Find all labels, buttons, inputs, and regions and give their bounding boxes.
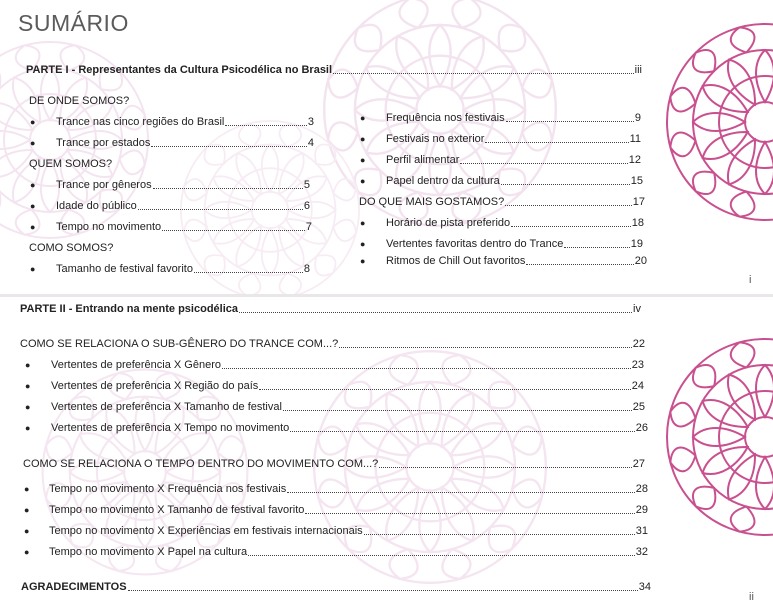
toc-part-1-page: iii [634, 64, 642, 76]
section-heading-sub-genero[interactable] [20, 338, 645, 351]
leader-dots [290, 431, 634, 432]
toc-entry[interactable] [56, 221, 312, 234]
leader-dots [138, 209, 303, 210]
toc-entry-page: 9 [634, 112, 641, 124]
leader-dots [485, 142, 628, 143]
bullet-icon: ● [24, 505, 30, 515]
leader-dots [364, 534, 635, 535]
toc-entry-page: 15 [630, 175, 643, 187]
section-heading-do-que-mais-gostamos[interactable] [359, 196, 645, 209]
bullet-icon: ● [30, 138, 36, 148]
bullet-icon: ● [360, 155, 366, 165]
toc-entry-page: 11 [629, 133, 641, 145]
toc-page-2 [0, 297, 773, 610]
mandala-decoration-right [655, 327, 773, 547]
leader-dots [305, 513, 634, 514]
leader-dots [239, 312, 632, 313]
leader-dots [194, 272, 303, 273]
toc-entry-label: Ritmos de Chill Out favoritos [386, 255, 526, 267]
toc-part-2[interactable] [20, 303, 641, 316]
leader-dots [283, 410, 632, 411]
bullet-icon: ● [30, 222, 36, 232]
toc-entry-label: Tempo no movimento X Papel na cultura [49, 546, 248, 558]
toc-entry-page: 29 [635, 504, 648, 516]
toc-entry-label: Tempo no movimento X Frequência nos festivais [49, 483, 287, 495]
leader-dots [460, 163, 627, 164]
bullet-icon: ● [25, 423, 31, 433]
toc-entry-label: COMO SE RELACIONA O SUB-GÊNERO DO TRANCE COM...? [20, 338, 339, 350]
bullet-icon: ● [360, 239, 366, 249]
toc-entry[interactable] [56, 116, 314, 129]
leader-dots [153, 188, 303, 189]
toc-entry-page: 22 [632, 338, 645, 350]
leader-dots [248, 555, 635, 556]
toc-entry-label: Trance nas cinco regiões do Brasil [56, 116, 225, 128]
toc-entry[interactable] [51, 401, 645, 414]
toc-entry-label: AGRADECIMENTOS [21, 581, 127, 593]
toc-entry[interactable] [51, 422, 648, 435]
bullet-icon: ● [25, 402, 31, 412]
toc-entry[interactable] [49, 483, 648, 496]
toc-entry-page: 25 [632, 401, 645, 413]
section-heading-tempo-movimento[interactable] [23, 458, 645, 471]
toc-part-1-label: PARTE I - Representantes da Cultura Psicodélica no Brasil [26, 64, 333, 76]
leader-dots [501, 184, 630, 185]
toc-entry[interactable] [386, 238, 643, 251]
toc-entry-page: 19 [630, 238, 643, 250]
leader-dots [162, 230, 305, 231]
toc-entry-label: Horário de pista preferido [386, 217, 511, 229]
leader-dots [526, 264, 633, 265]
toc-entry-page: 6 [303, 200, 310, 212]
bullet-icon: ● [30, 117, 36, 127]
toc-entry-page: 20 [634, 255, 647, 267]
page-title: SUMÁRIO [18, 10, 129, 36]
toc-entry-label: Tempo no movimento [56, 221, 162, 233]
page-number: ii [749, 591, 754, 603]
toc-entry-page: 12 [628, 154, 641, 166]
toc-entry[interactable] [49, 546, 648, 559]
toc-entry[interactable] [386, 133, 641, 146]
toc-entry-page: 34 [638, 581, 651, 593]
toc-entry-page: 5 [303, 179, 310, 191]
toc-entry-page: 7 [305, 221, 312, 233]
toc-entry[interactable] [386, 112, 641, 125]
toc-entry-page: 32 [635, 546, 648, 558]
leader-dots [225, 125, 307, 126]
bullet-icon: ● [25, 381, 31, 391]
bullet-icon: ● [24, 526, 30, 536]
toc-entry-label: Tempo no movimento X Tamanho de festival favorito [49, 504, 305, 516]
toc-entry-page: 3 [307, 116, 314, 128]
leader-dots [287, 492, 635, 493]
toc-entry-label: DO QUE MAIS GOSTAMOS? [359, 196, 505, 208]
toc-acknowledgements[interactable] [21, 581, 651, 594]
toc-entry-label: Vertentes favoritas dentro do Trance [386, 238, 564, 250]
bullet-icon: ● [360, 113, 366, 123]
toc-entry-page: 28 [635, 483, 648, 495]
toc-entry-page: 27 [632, 458, 645, 470]
toc-entry[interactable] [51, 380, 644, 393]
bullet-icon: ● [360, 218, 366, 228]
mandala-decoration-right [655, 12, 773, 232]
toc-entry-page: 23 [631, 359, 644, 371]
leader-dots [151, 146, 307, 147]
toc-part-2-page: iv [633, 303, 641, 315]
toc-entry[interactable] [51, 359, 644, 372]
section-heading-quem-somos: QUEM SOMOS? [29, 158, 113, 170]
toc-entry[interactable] [56, 263, 310, 276]
toc-entry-page: 8 [303, 263, 310, 275]
toc-entry[interactable] [49, 525, 648, 538]
toc-entry[interactable] [56, 200, 310, 213]
toc-entry[interactable] [386, 255, 647, 268]
leader-dots [128, 590, 638, 591]
toc-entry-page: 24 [631, 380, 644, 392]
leader-dots [339, 347, 632, 348]
toc-entry-label: Trance por gêneros [56, 179, 152, 191]
bullet-icon: ● [24, 547, 30, 557]
leader-dots [222, 368, 631, 369]
toc-entry-label: Vertentes de preferência X Gênero [51, 359, 221, 371]
leader-dots [506, 121, 634, 122]
leader-dots [505, 205, 631, 206]
toc-entry-page: 18 [631, 217, 644, 229]
toc-entry[interactable] [56, 179, 310, 192]
toc-part-2-label: PARTE II - Entrando na mente psicodélica [20, 303, 239, 315]
toc-page-1 [0, 0, 773, 294]
toc-entry-page: 26 [635, 422, 648, 434]
toc-entry[interactable] [386, 217, 644, 230]
page-number: i [749, 274, 752, 286]
bullet-icon: ● [30, 264, 36, 274]
leader-dots [511, 226, 631, 227]
toc-entry-page: 31 [635, 525, 648, 537]
toc-entry-label: Frequência nos festivais [386, 112, 505, 124]
toc-part-1[interactable] [26, 64, 642, 77]
bullet-icon: ● [30, 180, 36, 190]
bullet-icon: ● [360, 176, 366, 186]
toc-entry-label: Festivais no exterior [386, 133, 485, 145]
bullet-icon: ● [24, 484, 30, 494]
toc-entry-label: COMO SE RELACIONA O TEMPO DENTRO DO MOVIMENTO COM...? [23, 458, 379, 470]
toc-entry[interactable] [386, 154, 641, 167]
toc-entry-label: Vertentes de preferência X Tamanho de festival [51, 401, 282, 413]
toc-entry-page: 4 [307, 137, 314, 149]
toc-entry-label: Papel dentro da cultura [386, 175, 500, 187]
bullet-icon: ● [25, 360, 31, 370]
section-heading-como-somos: COMO SOMOS? [29, 242, 114, 254]
toc-entry-label: Trance por estados [56, 137, 151, 149]
toc-entry[interactable] [56, 137, 314, 150]
toc-entry-page: 17 [632, 196, 645, 208]
bullet-icon: ● [30, 201, 36, 211]
bullet-icon: ● [360, 134, 366, 144]
leader-dots [379, 467, 631, 468]
toc-entry-label: Tempo no movimento X Experiências em festivais internacionais [49, 525, 363, 537]
toc-entry-label: Idade do público [56, 200, 137, 212]
leader-dots [259, 389, 630, 390]
toc-entry[interactable] [386, 175, 643, 188]
leader-dots [333, 73, 634, 74]
toc-entry[interactable] [49, 504, 648, 517]
bullet-icon: ● [360, 256, 366, 266]
toc-entry-label: Perfil alimentar [386, 154, 460, 166]
toc-entry-label: Tamanho de festival favorito [56, 263, 193, 275]
toc-entry-label: Vertentes de preferência X Região do país [51, 380, 259, 392]
leader-dots [564, 247, 629, 248]
section-heading-de-onde-somos: DE ONDE SOMOS? [29, 95, 130, 107]
toc-entry-label: Vertentes de preferência X Tempo no movimento [51, 422, 290, 434]
